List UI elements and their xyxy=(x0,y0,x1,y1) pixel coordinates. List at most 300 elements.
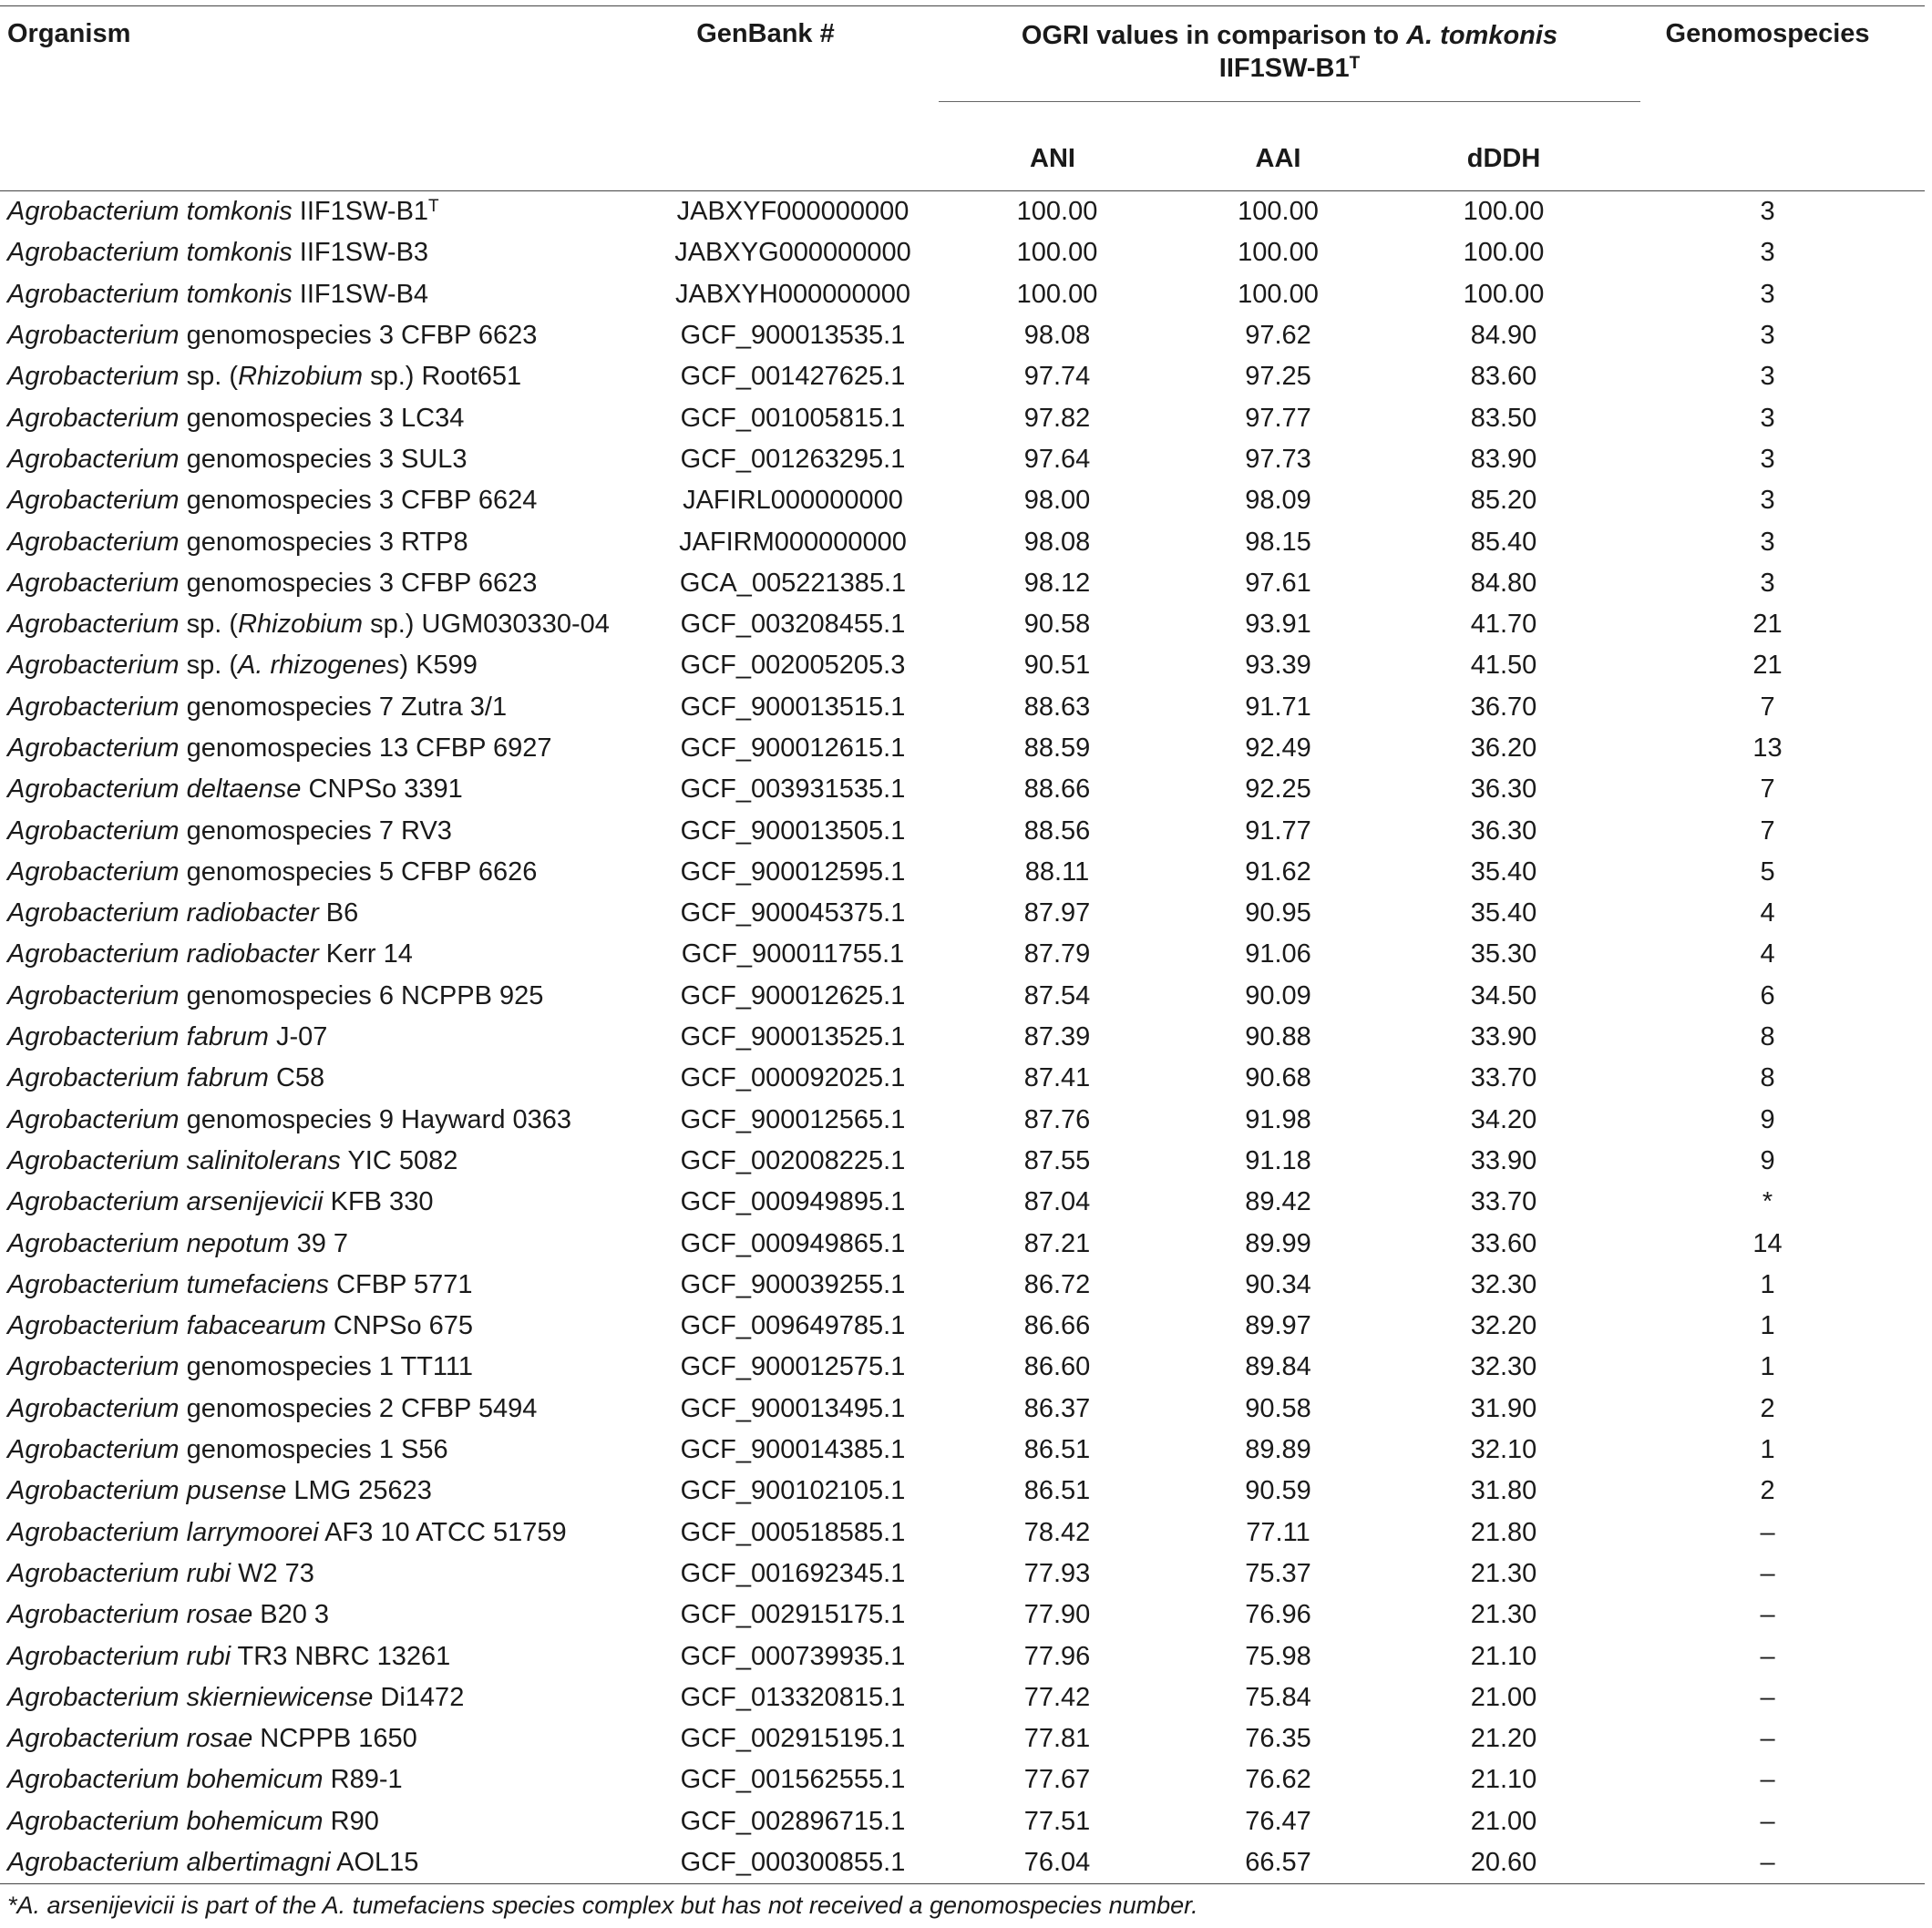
cell-genbank: JAFIRM000000000 xyxy=(679,527,907,557)
cell-ddh: 32.30 xyxy=(1470,1352,1537,1382)
organism-text-part: IIF1SW-B4 xyxy=(292,279,429,309)
col-header-ogri-group xyxy=(939,6,1618,120)
cell-genomospecies: – xyxy=(1760,1724,1775,1754)
cell-aai: 91.06 xyxy=(1245,939,1311,969)
organism-genus: Agrobacterium xyxy=(7,1848,180,1878)
cell-ani: 87.21 xyxy=(1023,1228,1091,1258)
cell-aai: 93.91 xyxy=(1245,610,1311,640)
cell-ani: 98.00 xyxy=(1023,486,1091,516)
cell-genbank: JABXYH000000000 xyxy=(675,279,910,309)
organism-genus: Agrobacterium xyxy=(7,1641,180,1671)
cell-ani: 90.58 xyxy=(1023,610,1091,640)
cell-ani: 98.12 xyxy=(1023,568,1091,598)
cell-aai: 76.35 xyxy=(1245,1724,1311,1754)
organism-text-part xyxy=(180,1600,187,1629)
cell-ddh: 21.10 xyxy=(1470,1641,1537,1671)
cell-aai: 97.77 xyxy=(1245,403,1311,433)
table-row xyxy=(0,1306,1925,1347)
organism-genus: Agrobacterium xyxy=(7,1145,180,1175)
organism-genus: Agrobacterium xyxy=(7,1600,180,1630)
cell-genomospecies: 21 xyxy=(1752,651,1783,681)
cell-genbank: GCF_001263295.1 xyxy=(680,444,906,474)
cell-ani: 87.79 xyxy=(1023,939,1091,969)
cell-genbank: GCF_900039255.1 xyxy=(680,1269,906,1299)
cell-ani: 97.74 xyxy=(1023,362,1091,392)
cell-genbank: GCF_002008225.1 xyxy=(680,1145,906,1175)
cell-organism xyxy=(0,1100,647,1141)
cell-aai: 75.98 xyxy=(1245,1641,1311,1671)
cell-organism xyxy=(0,480,647,521)
cell-organism xyxy=(0,645,647,686)
cell-genomospecies: 3 xyxy=(1760,238,1775,268)
cell-aai: 92.49 xyxy=(1245,733,1311,763)
cell-genbank: GCF_002005205.3 xyxy=(680,651,906,681)
cell-genbank: GCF_002915195.1 xyxy=(680,1724,906,1754)
organism-text-part: IIF1SW-B1 xyxy=(292,197,429,227)
cell-ddh: 21.30 xyxy=(1470,1600,1537,1630)
cell-ani: 98.08 xyxy=(1023,527,1091,557)
cell-organism xyxy=(0,1265,647,1306)
cell-organism xyxy=(0,1554,647,1595)
organism-genus: Agrobacterium xyxy=(7,651,180,681)
cell-aai: 98.15 xyxy=(1245,527,1311,557)
cell-genbank: GCF_900102105.1 xyxy=(680,1476,906,1506)
organism-genus: Agrobacterium xyxy=(7,1311,180,1341)
cell-organism xyxy=(0,687,647,728)
organism-genus: Agrobacterium xyxy=(7,279,180,309)
cell-ddh: 21.10 xyxy=(1470,1765,1537,1795)
cell-genbank: GCF_001562555.1 xyxy=(680,1765,906,1795)
cell-ani: 100.00 xyxy=(1016,279,1098,309)
cell-ddh: 35.40 xyxy=(1470,898,1537,928)
cell-ani: 88.59 xyxy=(1023,733,1091,763)
cell-genbank: GCF_013320815.1 xyxy=(680,1682,906,1712)
organism-text-part: genomospecies 9 Hayward 0363 xyxy=(179,1104,572,1134)
cell-ddh: 33.90 xyxy=(1470,1145,1537,1175)
cell-aai: 77.11 xyxy=(1246,1517,1310,1547)
cell-ddh: 84.90 xyxy=(1470,321,1537,351)
table-row xyxy=(0,1471,1925,1512)
cell-genbank: GCF_000092025.1 xyxy=(680,1063,906,1093)
cell-aai: 93.39 xyxy=(1245,651,1311,681)
table-row xyxy=(0,397,1925,438)
cell-genbank: GCF_900013505.1 xyxy=(680,815,906,846)
cell-genomospecies: 9 xyxy=(1760,1145,1775,1175)
cell-aai: 91.62 xyxy=(1245,856,1311,887)
cell-ani: 77.67 xyxy=(1023,1765,1091,1795)
table-row xyxy=(0,687,1925,728)
organism-italic-part: bohemicum xyxy=(186,1765,324,1795)
cell-genomospecies: 3 xyxy=(1760,279,1775,309)
organism-text-part: genomospecies 7 RV3 xyxy=(179,815,452,846)
cell-ddh: 100.00 xyxy=(1463,238,1545,268)
cell-ani: 87.39 xyxy=(1023,1022,1091,1052)
cell-ddh: 32.20 xyxy=(1470,1311,1537,1341)
cell-ddh: 36.30 xyxy=(1470,774,1537,805)
cell-ddh: 35.30 xyxy=(1470,939,1537,969)
ogri-title-strain: IIF1SW-B1 xyxy=(1218,54,1350,83)
organism-text-part: genomospecies 6 NCPPB 925 xyxy=(179,980,544,1010)
organism-text-part xyxy=(180,1229,187,1258)
cell-aai: 91.77 xyxy=(1245,815,1311,846)
cell-ddh: 36.20 xyxy=(1470,733,1537,763)
organism-text-part: genomospecies 3 SUL3 xyxy=(179,444,468,474)
organism-genus: Agrobacterium xyxy=(7,1517,180,1547)
cell-organism xyxy=(0,1801,647,1842)
organism-italic-part: rubi xyxy=(186,1641,231,1671)
cell-ddh: 33.60 xyxy=(1470,1228,1537,1258)
cell-organism xyxy=(0,315,647,356)
cell-genbank: GCF_900012625.1 xyxy=(680,980,906,1010)
organism-text-part xyxy=(180,939,187,969)
organism-genus: Agrobacterium xyxy=(7,568,180,598)
cell-genbank: GCF_900012575.1 xyxy=(680,1352,906,1382)
table-row xyxy=(0,1223,1925,1264)
cell-ddh: 21.80 xyxy=(1470,1517,1537,1547)
cell-ani: 77.81 xyxy=(1023,1724,1091,1754)
organism-genus: Agrobacterium xyxy=(7,1806,180,1836)
cell-genomospecies: 3 xyxy=(1760,403,1775,433)
cell-ddh: 83.60 xyxy=(1470,362,1537,392)
organism-text-part xyxy=(180,1187,187,1216)
cell-aai: 90.68 xyxy=(1245,1063,1311,1093)
organism-text-part: C58 xyxy=(268,1063,325,1093)
cell-ddh: 36.30 xyxy=(1470,815,1537,846)
cell-genbank: GCF_900013525.1 xyxy=(680,1022,906,1052)
cell-aai: 98.09 xyxy=(1245,486,1311,516)
organism-text-part xyxy=(180,1724,187,1753)
table-row xyxy=(0,1636,1925,1677)
table-row xyxy=(0,356,1925,397)
col-header-aai: AAI xyxy=(1255,143,1301,173)
cell-ani: 90.51 xyxy=(1023,651,1091,681)
cell-organism xyxy=(0,1347,647,1388)
cell-organism xyxy=(0,1430,647,1471)
table-row xyxy=(0,645,1925,686)
organism-text-part: LMG 25623 xyxy=(286,1476,432,1506)
organism-text-part xyxy=(180,280,187,309)
cell-aai: 90.59 xyxy=(1245,1476,1311,1506)
table-row xyxy=(0,521,1925,562)
cell-organism xyxy=(0,397,647,438)
cell-aai: 97.61 xyxy=(1245,568,1311,598)
table-row xyxy=(0,563,1925,604)
organism-text-part: genomospecies 2 CFBP 5494 xyxy=(179,1393,538,1423)
ogri-title-species: A. tomkonis xyxy=(1406,21,1558,50)
organism-text-part: genomospecies 1 TT111 xyxy=(179,1352,474,1382)
cell-genomospecies: 1 xyxy=(1760,1352,1775,1382)
organism-genus: Agrobacterium xyxy=(7,939,180,969)
col-header-ddh: dDDH xyxy=(1466,143,1541,173)
organism-text-part: genomospecies 3 CFBP 6623 xyxy=(179,568,538,598)
cell-genomospecies: 2 xyxy=(1760,1476,1775,1506)
cell-organism xyxy=(0,1513,647,1554)
table-row xyxy=(0,810,1925,851)
cell-genomospecies: 3 xyxy=(1760,197,1775,227)
organism-genus: Agrobacterium xyxy=(7,610,180,640)
ogri-table xyxy=(0,5,1925,1884)
table-row xyxy=(0,315,1925,356)
table-row xyxy=(0,274,1925,315)
cell-aai: 76.62 xyxy=(1245,1765,1311,1795)
cell-genbank: GCF_900013535.1 xyxy=(680,321,906,351)
organism-genus: Agrobacterium xyxy=(7,1269,180,1299)
cell-genbank: GCF_002915175.1 xyxy=(680,1600,906,1630)
cell-genomospecies: – xyxy=(1760,1765,1775,1795)
cell-ddh: 20.60 xyxy=(1470,1848,1537,1878)
cell-ani: 98.08 xyxy=(1023,321,1091,351)
organism-genus: Agrobacterium xyxy=(7,774,180,805)
organism-italic-part: fabacearum xyxy=(186,1311,326,1341)
cell-ani: 97.64 xyxy=(1023,444,1091,474)
cell-genbank: GCF_001005815.1 xyxy=(680,403,906,433)
cell-genbank: JABXYG000000000 xyxy=(674,238,911,268)
organism-genus: Agrobacterium xyxy=(7,403,180,433)
cell-ddh: 32.10 xyxy=(1470,1435,1537,1465)
cell-genomospecies: 3 xyxy=(1760,568,1775,598)
organism-text-part: CFBP 5771 xyxy=(329,1269,473,1299)
organism-genus: Agrobacterium xyxy=(7,1063,180,1093)
organism-text-part: AOL15 xyxy=(330,1848,419,1878)
organism-text-part: genomospecies 3 CFBP 6624 xyxy=(179,486,538,516)
cell-genomospecies: 7 xyxy=(1760,692,1775,722)
cell-organism xyxy=(0,1306,647,1347)
organism-genus: Agrobacterium xyxy=(7,444,180,474)
cell-organism xyxy=(0,852,647,893)
organism-italic-part: nepotum xyxy=(186,1228,290,1258)
cell-genbank: GCF_002896715.1 xyxy=(680,1806,906,1836)
organism-italic-part: rosae xyxy=(186,1724,253,1754)
cell-organism xyxy=(0,728,647,769)
organism-text-part: R90 xyxy=(323,1806,379,1836)
cell-ani: 86.37 xyxy=(1023,1393,1091,1423)
cell-ddh: 85.20 xyxy=(1470,486,1537,516)
organism-italic-part: salinitolerans xyxy=(186,1145,341,1175)
organism-text-part: sp.) UGM030330-04 xyxy=(363,610,610,640)
organism-text-part: genomospecies 5 CFBP 6626 xyxy=(179,856,538,887)
organism-genus: Agrobacterium xyxy=(7,1393,180,1423)
table-row xyxy=(0,604,1925,645)
cell-genomospecies: 3 xyxy=(1760,321,1775,351)
table-row xyxy=(0,1265,1925,1306)
cell-aai: 89.89 xyxy=(1245,1435,1311,1465)
table-row xyxy=(0,480,1925,521)
table-row xyxy=(0,1842,1925,1884)
cell-aai: 91.98 xyxy=(1245,1104,1311,1134)
cell-genomospecies: 21 xyxy=(1752,610,1783,640)
organism-genus: Agrobacterium xyxy=(7,527,180,557)
organism-italic-part: tumefaciens xyxy=(186,1269,330,1299)
table-row xyxy=(0,439,1925,480)
cell-aai: 90.09 xyxy=(1245,980,1311,1010)
organism-text-part: ) K599 xyxy=(399,651,478,681)
organism-text-part: B20 3 xyxy=(252,1600,330,1630)
organism-genus: Agrobacterium xyxy=(7,1435,180,1465)
organism-text-part xyxy=(180,1022,187,1051)
organism-text-part xyxy=(180,1642,187,1671)
cell-ani: 77.90 xyxy=(1023,1600,1091,1630)
organism-italic-part: Rhizobium xyxy=(238,362,364,392)
table-body xyxy=(0,191,1925,1884)
organism-text-part: AF3 10 ATCC 51759 xyxy=(318,1517,567,1547)
organism-text-part: KFB 330 xyxy=(323,1187,434,1217)
cell-ani: 100.00 xyxy=(1016,238,1098,268)
organism-text-part: genomospecies 13 CFBP 6927 xyxy=(179,733,552,763)
cell-aai: 75.84 xyxy=(1245,1682,1311,1712)
cell-genbank: GCF_003931535.1 xyxy=(680,774,906,805)
organism-text-part: sp. ( xyxy=(179,651,239,681)
cell-genomospecies: 7 xyxy=(1760,815,1775,846)
organism-text-part xyxy=(180,898,187,928)
cell-ddh: 100.00 xyxy=(1463,197,1545,227)
organism-italic-part: radiobacter xyxy=(186,939,319,969)
cell-ani: 86.66 xyxy=(1023,1311,1091,1341)
cell-ani: 77.42 xyxy=(1023,1682,1091,1712)
organism-genus: Agrobacterium xyxy=(7,486,180,516)
cell-ddh: 32.30 xyxy=(1470,1269,1537,1299)
table-row xyxy=(0,1017,1925,1058)
organism-genus: Agrobacterium xyxy=(7,815,180,846)
cell-genomospecies: – xyxy=(1760,1600,1775,1630)
organism-italic-part: skierniewicense xyxy=(186,1682,374,1712)
cell-ddh: 85.40 xyxy=(1470,527,1537,557)
table-row xyxy=(0,1430,1925,1471)
cell-genbank: GCF_000949865.1 xyxy=(680,1228,906,1258)
ogri-title-prefix: OGRI values in comparison to xyxy=(1021,21,1407,50)
organism-genus: Agrobacterium xyxy=(7,1476,180,1506)
cell-genomospecies: 7 xyxy=(1760,774,1775,805)
organism-italic-part: bohemicum xyxy=(186,1806,324,1836)
cell-genomospecies: 14 xyxy=(1752,1228,1783,1258)
organism-genus: Agrobacterium xyxy=(7,1187,180,1217)
cell-ddh: 33.90 xyxy=(1470,1022,1537,1052)
col-header-genbank: GenBank # xyxy=(696,19,835,48)
cell-genomospecies: 4 xyxy=(1760,939,1775,969)
cell-genomospecies: 2 xyxy=(1760,1393,1775,1423)
cell-genomospecies: 1 xyxy=(1760,1311,1775,1341)
col-header-genomospecies: Genomospecies xyxy=(1665,19,1870,48)
organism-text-part: 39 7 xyxy=(289,1228,349,1258)
cell-genomospecies: – xyxy=(1760,1517,1775,1547)
organism-text-part xyxy=(180,1146,187,1175)
cell-genomospecies: 3 xyxy=(1760,527,1775,557)
cell-ani: 100.00 xyxy=(1016,197,1098,227)
cell-genomospecies: 8 xyxy=(1760,1063,1775,1093)
cell-ani: 88.66 xyxy=(1023,774,1091,805)
cell-genomospecies: 3 xyxy=(1760,444,1775,474)
cell-organism xyxy=(0,563,647,604)
cell-genbank: GCF_900012615.1 xyxy=(680,733,906,763)
organism-genus: Agrobacterium xyxy=(7,197,180,227)
cell-ani: 86.51 xyxy=(1023,1435,1091,1465)
cell-aai: 97.73 xyxy=(1245,444,1311,474)
cell-genbank: GCF_001692345.1 xyxy=(680,1558,906,1588)
organism-text-part: genomospecies 3 CFBP 6623 xyxy=(179,321,538,351)
cell-genbank: GCF_000949895.1 xyxy=(680,1187,906,1217)
cell-organism xyxy=(0,1389,647,1430)
cell-aai: 76.47 xyxy=(1245,1806,1311,1836)
cell-genbank: GCF_900012595.1 xyxy=(680,856,906,887)
cell-aai: 91.71 xyxy=(1245,692,1311,722)
cell-ddh: 100.00 xyxy=(1463,279,1545,309)
cell-organism xyxy=(0,1636,647,1677)
table-row xyxy=(0,893,1925,934)
table-row xyxy=(0,728,1925,769)
organism-text-part xyxy=(180,197,187,226)
organism-text-part: sp. ( xyxy=(179,610,239,640)
organism-italic-part: albertimagni xyxy=(186,1848,331,1878)
cell-genbank: GCF_001427625.1 xyxy=(680,362,906,392)
cell-genbank: GCF_009649785.1 xyxy=(680,1311,906,1341)
organism-italic-part: fabrum xyxy=(186,1063,269,1093)
footnote: *A. arsenijevicii is part of the A. tumefaciens species complex but has not received a genomospecies number. xyxy=(7,1892,1198,1919)
cell-organism xyxy=(0,934,647,975)
cell-organism xyxy=(0,810,647,851)
cell-organism xyxy=(0,439,647,480)
cell-aai: 100.00 xyxy=(1238,238,1319,268)
cell-organism xyxy=(0,893,647,934)
cell-ani: 87.41 xyxy=(1023,1063,1091,1093)
cell-aai: 89.84 xyxy=(1245,1352,1311,1382)
organism-text-part: B6 xyxy=(318,898,359,928)
table-row xyxy=(0,191,1925,233)
organism-italic-part: rosae xyxy=(186,1600,253,1630)
organism-text-part xyxy=(180,1848,187,1877)
organism-text-part: NCPPB 1650 xyxy=(252,1724,417,1754)
table-row xyxy=(0,1141,1925,1182)
table-row xyxy=(0,769,1925,810)
organism-genus: Agrobacterium xyxy=(7,1724,180,1754)
organism-text-part xyxy=(180,238,187,267)
table-row xyxy=(0,1100,1925,1141)
cell-genomospecies: – xyxy=(1760,1848,1775,1878)
organism-text-part xyxy=(180,1683,187,1712)
ogri-title-sup: T xyxy=(1349,54,1361,73)
cell-ddh: 41.70 xyxy=(1470,610,1537,640)
cell-genomospecies: 4 xyxy=(1760,898,1775,928)
table-row xyxy=(0,1058,1925,1099)
cell-ani: 88.11 xyxy=(1024,856,1090,887)
organism-text-part: sp.) Root651 xyxy=(363,362,522,392)
cell-organism xyxy=(0,232,647,273)
cell-ddh: 21.20 xyxy=(1470,1724,1537,1754)
cell-organism xyxy=(0,191,647,233)
cell-organism xyxy=(0,769,647,810)
organism-text-part: sp. ( xyxy=(179,362,239,392)
cell-organism xyxy=(0,274,647,315)
organism-genus: Agrobacterium xyxy=(7,321,180,351)
organism-text-part xyxy=(180,1063,187,1092)
cell-ani: 78.42 xyxy=(1023,1517,1091,1547)
cell-genomospecies: 5 xyxy=(1760,856,1775,887)
cell-organism xyxy=(0,976,647,1017)
cell-organism xyxy=(0,1141,647,1182)
organism-genus: Agrobacterium xyxy=(7,898,180,928)
table-row xyxy=(0,232,1925,273)
organism-italic-part: tomkonis xyxy=(186,197,293,227)
organism-italic-part: rubi xyxy=(186,1558,231,1588)
cell-genbank: JABXYF000000000 xyxy=(676,197,909,227)
organism-italic-part: deltaense xyxy=(186,774,302,805)
organism-text-part xyxy=(180,1270,187,1299)
organism-text-part: Kerr 14 xyxy=(318,939,413,969)
cell-organism xyxy=(0,1058,647,1099)
organism-type-strain-sup: T xyxy=(428,197,439,217)
cell-ani: 86.72 xyxy=(1023,1269,1091,1299)
organism-genus: Agrobacterium xyxy=(7,1765,180,1795)
organism-genus: Agrobacterium xyxy=(7,1022,180,1052)
organism-genus: Agrobacterium xyxy=(7,238,180,268)
